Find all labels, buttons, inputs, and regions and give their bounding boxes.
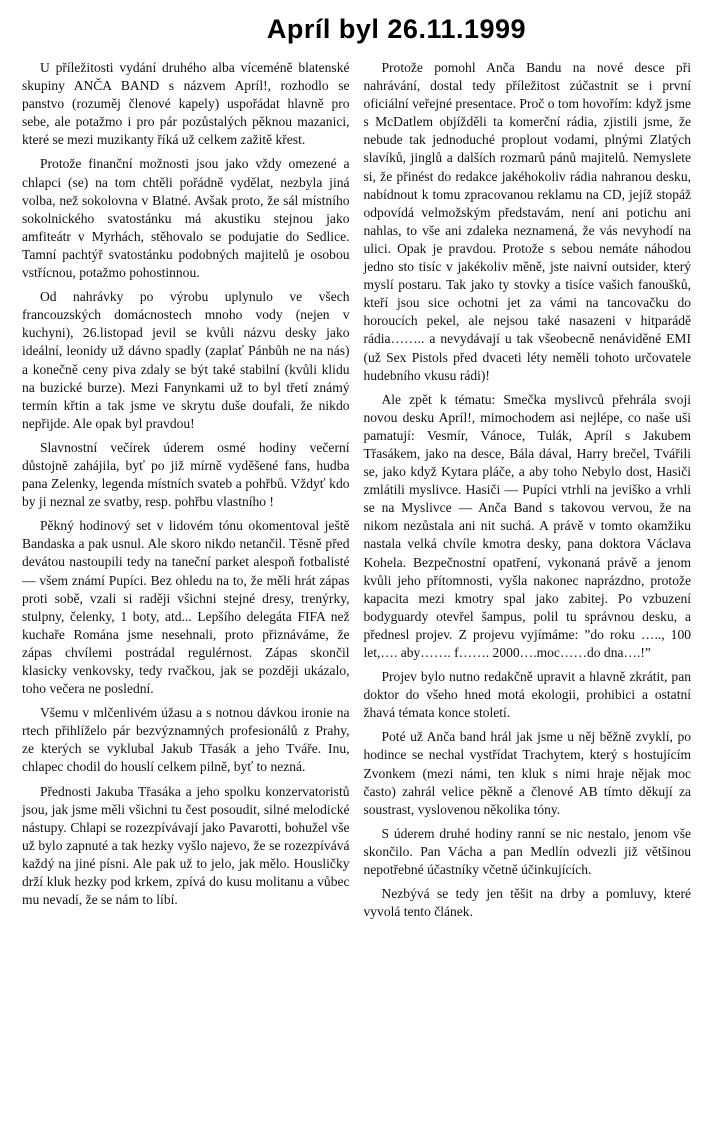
paragraph: Projev bylo nutno redakčně upravit a hlavně zkrátit, pan doktor do všeho hned motá ekologii, prohibici a ostatní žhavá témata konce století. [363,669,691,721]
paragraph: Slavnostní večírek úderem osmé hodiny večerní důstojně zahájila, byť po již mírně vyděšené fans, hudba pana Zelenky, legenda místních svateb a pohřbů. Vždyť kdo by ji neznal ze svatby, resp. pohřbu vlastního ! [22,439,350,510]
paragraph: Pěkný hodinový set v lidovém tónu okomentoval ještě Bandaska a pak usnul. Ale skoro nikdo netančil. Těsně před devátou nastoupili tedy na taneční parket alespoň fotbalisté — všem známí Pupíci. Bez ohledu na to, že měli hrát zápas proti sobě, vzali si raději všichni stejné dresy, trenýrky, stulpny, čelenky, 1 boty, atd... Lepšího delegáta FIFA než kuchaře Romána jsme nesehnali, proto přiznáváme, že zápas chvílemi postrádal regulérnost. Zápas skončil klasicky venkovsky, tedy rvačkou, jak se později ukázalo, toho večera ne poslední. [22,518,350,697]
paragraph: Protože finanční možnosti jsou jako vždy omezené a chlapci (se) na tom chtěli pořádně vydělat, nezbyla jiná volba, než sokolovna v Blatné. Avšak proto, že sál místního sokolnického svatostánku má akustiku stejnou jako amfiteátr v Myrhách, stěhovalo se podujatie do Sedlice. Tamní pachtýř svatostánku podobných majitelů je osobou vstřícnou, potažmo pohostinnou. [22,156,350,281]
paragraph: Přednosti Jakuba Třasáka a jeho spolku konzervatoristů jsou, jak jsme měli všichni tu čest posoudit, silné melodické nástupy. Chlapi se rozezpívávají jako Pavarotti, bohužel vše už bylo zapnuté a tak hezky vyšlo najevo, že se rozezpívává každý na jiné písni. Ale pak už to jelo, jak mělo. Housličky drží kluk hezky pod krkem, zpívá do kusu molitanu a vůbec mu nevadí, že se nám to líbí. [22,783,350,908]
paragraph: Nezbývá se tedy jen těšit na drby a pomluvy, které vyvolá tento článek. [363,886,691,920]
right-column [364,59,692,927]
paragraph: Všemu v mlčenlivém úžasu a s notnou dávkou ironie na rtech přihlíželo pár bezvýznamných profesionálů z Prahy, ze kterých se vyklubal Jakub Třasák a jeho Tváře. Inu, chlapec chodil do houslí celkem pilně, byť to nezná. [22,705,350,775]
paragraph: Poté už Anča band hrál jak jsme u něj běžně zvyklí, po hodince se nechal vystřídat Trachytem, který s hostujícím Zvonkem (mezi námi, ten kluk s nimi hraje nějak moc často) zahrál velice pěkně a členové AB tímto děkují za soustrast, vyslovenou několika tóny. [363,729,691,817]
paragraph: S úderem druhé hodiny ranní se nic nestalo, jenom vše skončilo. Pan Vácha a pan Medlín odvezli již většinou nepotřebné účastníky včetně účinkujících. [363,825,691,878]
article-title: Apríl byl 26.11.1999 [266,14,527,44]
paragraph: Od nahrávky po výrobu uplynulo ve všech francouzských domácnostech mnoho vody (nejen v kuchyni), 26.listopad jevil se kvůli názvu desky jako ideální, leonidy už dávno spadly (zaplať Pánbůh ne na nás) a konečně ceny piva zdaly se být také stabilní (kvůli klidu na buzické burze). Mezi Fanynkami už to byl třetí známý termín křtin a tak jsme ve skrytu duše doufali, že nikdo nepřijde. Ale opak byl pravdou! [22,289,350,431]
article-columns [22,59,691,927]
paragraph: Ale zpět k tématu: Smečka myslivců přehrála svoji novou desku Apríl!, mimochodem asi nejlépe, co naše uši pamatují: Vesmír, Vánoce, Tulák, Apríl s Jakubem Třasákem, jako na desce, Bála dával, Harry brečel, Tvářili se, jako když Kytara pláče, a aby toho Nebylo dost, Hasiči zmlátili myslivce. Hasiči — Pupíci vtrhli na jeviško a vrhli se na Myslivce — Anča Band s takovou vervou, že na nikom nezůstala ani nit suchá. A právě v tomto okamžiku nastala velká chvíle kmotra desky, pana doktora Václava Kohela. Bezpečnostní opatření, vykonaná právě a jenom kvůli jeho přítomnosti, vyšla nakonec naprázdno, protože kapacita mezi kmotry spal jako zabitej. Po vzbuzení bodyguardy otevřel šampus, polil tu správnou desku, a přednesl projev. Z projevu vyjímáme: ”do roku ….., 100 let,…. aby……. f……. 2000….moc……do dna….!” [363,391,691,660]
paragraph: Protože pomohl Anča Bandu na nové desce při nahrávání, dostal tedy příležitost zúčastnit se i první oficiální veřejné presentace. Proč o tom hovořím: když jsme s McDatlem objížděli ta komerční rádia, zjistili jsme, že nebude tak jednoduché proplout vodami, plnými Zlatých slavíků, jinglů a dalších rozmarů pánů majitelů. Nemyslete si, že přinést do redakce jakéhokoliv rádia nahranou desku, nabídnout k tomu zpracovanou reklamu na CD, jejíž stopáž odpovídá velmožským představám, není ani potichu ani nahlas, to vše ani zdaleka neznamená, že vás nevyhodí na ulici. Opak je pravdou. Protože s sebou nemáte náhodou jedno sto tisíc v jakékoliv měně, jste naivní outsider, který myslí postaru. Tak jako ty stovky a tisíce vašich fanoušků, kteří jsou sice ochotni jet za vámi na tancovačku do horoucích pekel, ale nejsou také nasazeni v hitparádě rádia…….. a nevydávají u tak všeobecně nenáviděné EMI (už Sex Pistols před dvaceti léty neměli tohoto určovatele hudebního vkusu rádi)! [363,60,691,383]
paragraph: U příležitosti vydání druhého alba víceméně blatenské skupiny ANČA BAND s názvem Apríl!, rozhodlo se panstvo (rozuměj členové kapely) uspořádat hlavně pro sebe, ale potažmo i pro pár pozůstalých pěknou mazanici, které se mezi muzikanty říká už celkem zažitě křest. [22,60,350,148]
left-column [22,59,350,927]
